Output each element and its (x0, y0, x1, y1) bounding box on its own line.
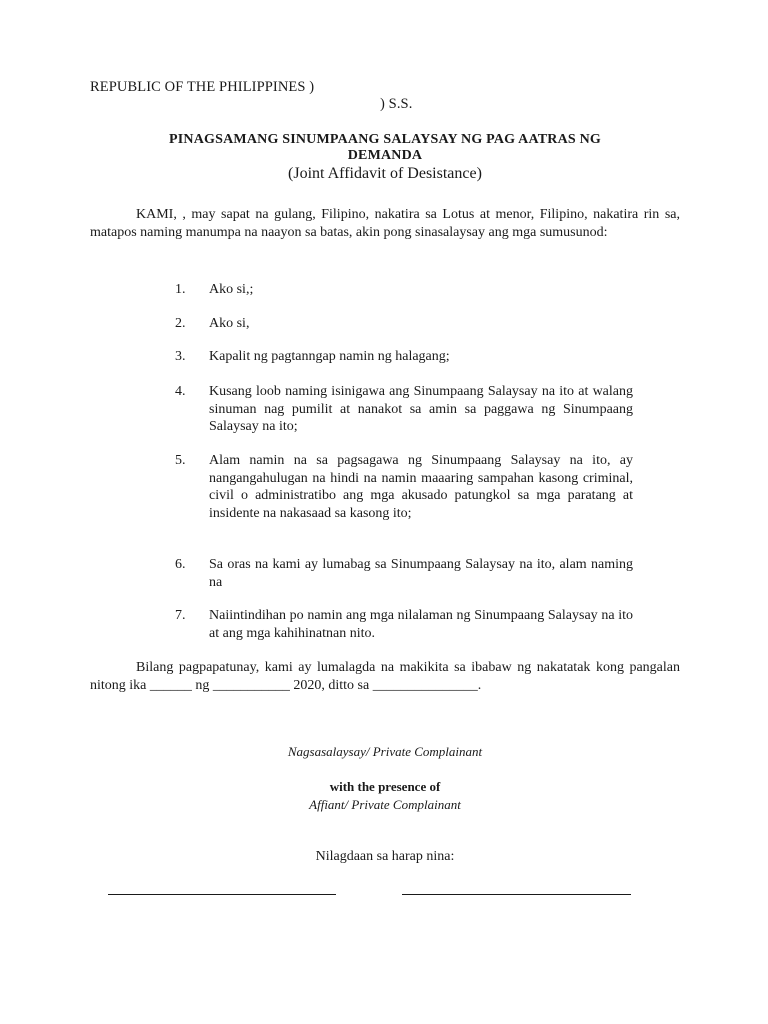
list-item (175, 315, 633, 333)
header-republic: REPUBLIC OF THE PHILIPPINES ) (90, 79, 315, 95)
list-item (175, 452, 633, 522)
complainant-signature-label: Nagsasalaysay/ Private Complainant (287, 744, 483, 759)
list-item-text: Alam namin na sa pagsagawa ng Sinumpaang Salaysay na ito, ay nangangahulugan na hindi na namin maaaring sampahan kasong criminal, civil o administratibo ang mga akusado patungkol sa mga paratang at insidente na nakasaad sa kasong ito; (209, 453, 633, 521)
list-item-text: Kapalit ng pagtanngap namin ng halagang; (209, 349, 450, 364)
header-ss: ) S.S. (380, 96, 413, 112)
witness-signature-line-left (108, 894, 336, 895)
list-item-text: Kusang loob naming isinigawa ang Sinumpaang Salaysay na ito at walang sinuman nag pumilit at nanakot sa amin sa paggawa ng Sinumpaang Salaysay na ito; (209, 384, 633, 434)
list-item-number: 2. (175, 316, 186, 331)
list-item-number: 4. (175, 384, 186, 399)
list-item (175, 383, 633, 436)
list-item-number: 3. (175, 349, 186, 364)
list-item (175, 281, 633, 299)
list-item-number: 1. (175, 282, 186, 297)
intro-paragraph: KAMI, , may sapat na gulang, Filipino, nakatira sa Lotus at menor, Filipino, nakatira rin sa, matapos naming manumpa na naayon sa batas, akin pong sinasalaysay ang mga sumusunod: (90, 207, 680, 240)
list-item (175, 556, 633, 591)
presence-label: with the presence of (329, 779, 441, 794)
closing-paragraph: Bilang pagpapatunay, kami ay lumalagda na makikita sa ibabaw ng nakatatak kong pangalan nitong ika ______ ng ___________ 2020, ditto sa _______________. (90, 660, 680, 693)
list-item-text: Ako si, (209, 316, 250, 331)
witness-heading: Nilagdaan sa harap nina: (315, 849, 455, 864)
document-subtitle: (Joint Affidavit of Desistance) (288, 165, 482, 182)
list-item (175, 607, 633, 642)
list-item-number: 6. (175, 557, 186, 572)
list-item-number: 7. (175, 608, 186, 623)
witness-signature-line-right (402, 894, 631, 895)
affiant-signature-label: Affiant/ Private Complainant (309, 797, 461, 812)
list-item (175, 348, 633, 366)
list-item-text: Ako si,; (209, 282, 254, 297)
document-title-line2: DEMANDA (347, 148, 423, 163)
list-item-text: Naiintindihan po namin ang mga nilalaman ng Sinumpaang Salaysay na ito at ang mga kahihinatnan nito. (209, 608, 633, 641)
list-item-number: 5. (175, 453, 186, 468)
list-item-text: Sa oras na kami ay lumabag sa Sinumpaang Salaysay na ito, alam naming na (209, 557, 633, 590)
document-title-line1: PINAGSAMANG SINUMPAANG SALAYSAY NG PAG AATRAS NG (169, 132, 601, 147)
